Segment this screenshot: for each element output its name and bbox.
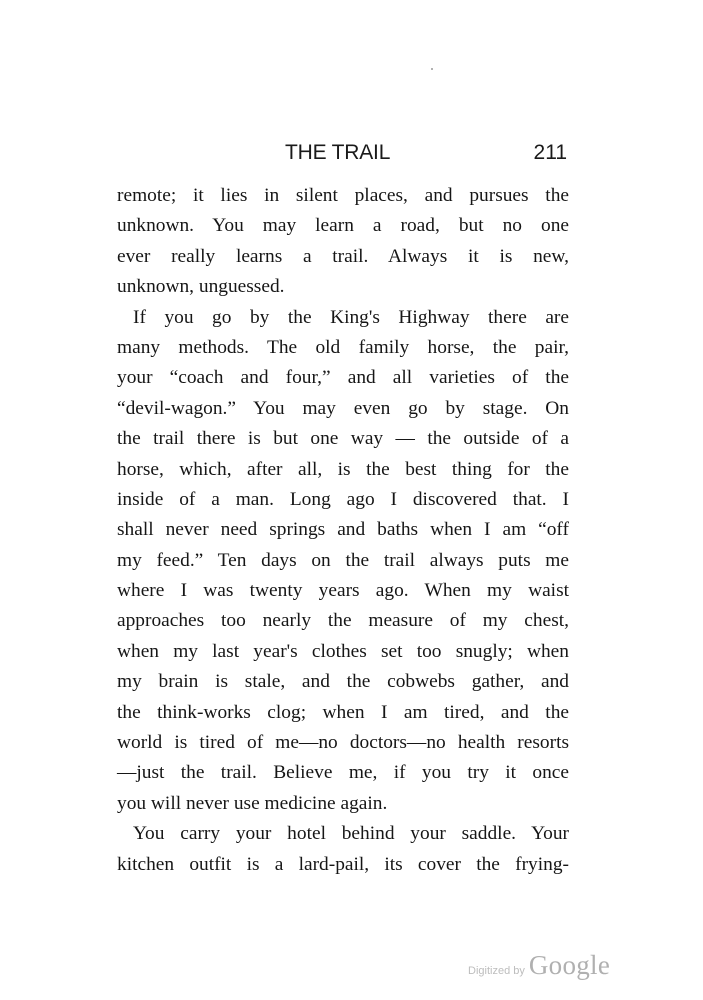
text-line: shall never need springs and baths when I am “off <box>117 519 569 541</box>
body-text <box>117 181 569 880</box>
text-line: horse, which, after all, is the best thing for the <box>117 458 569 480</box>
text-line: when my last year's clothes set too snugly; when <box>117 640 569 662</box>
text-line: unknown, unguessed. <box>117 276 285 298</box>
google-logo: Google <box>528 950 611 980</box>
text-line: “devil-wagon.” You may even go by stage. On <box>117 397 569 419</box>
text-line: my brain is stale, and the cobwebs gather, and <box>117 671 569 693</box>
text-line: my feed.” Ten days on the trail always puts me <box>117 549 569 571</box>
page-header <box>117 141 569 171</box>
text-line: the think-works clog; when I am tired, and the <box>117 701 569 723</box>
scan-speck <box>431 68 433 70</box>
text-line: If you go by the King's Highway there are <box>133 306 569 328</box>
text-line: your “coach and four,” and all varieties of the <box>117 367 569 389</box>
text-line: many methods. The old family horse, the pair, <box>117 336 569 358</box>
text-line: —just the trail. Believe me, if you try it once <box>117 762 569 784</box>
running-head: THE TRAIL <box>285 141 391 164</box>
text-line: approaches too nearly the measure of my chest, <box>117 610 569 632</box>
text-line: where I was twenty years ago. When my waist <box>117 580 569 602</box>
text-line: You carry your hotel behind your saddle. Your <box>133 823 569 845</box>
page-number: 211 <box>533 141 567 164</box>
text-line: kitchen outfit is a lard-pail, its cover the frying- <box>117 853 569 875</box>
google-watermark <box>468 950 610 981</box>
text-line: ever really learns a trail. Always it is new, <box>117 245 569 267</box>
text-line: world is tired of me—no doctors—no health resorts <box>117 732 569 754</box>
text-line: inside of a man. Long ago I discovered that. I <box>117 488 569 510</box>
text-line: the trail there is but one way — the outside of a <box>117 428 569 450</box>
watermark-prefix: Digitized by <box>468 965 525 977</box>
text-line: you will never use medicine again. <box>117 792 388 814</box>
text-line: unknown. You may learn a road, but no one <box>117 215 569 237</box>
text-line: remote; it lies in silent places, and pursues the <box>117 185 569 206</box>
